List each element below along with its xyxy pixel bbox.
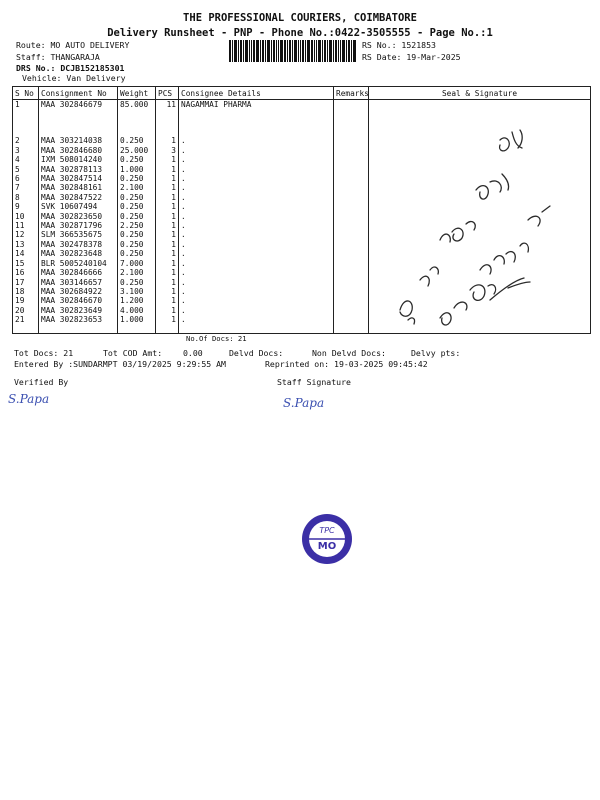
cell-consignment-no: MAA 302478378 xyxy=(39,240,118,249)
cell-consignee: . xyxy=(179,212,334,221)
cell-pcs: 1 xyxy=(156,136,179,145)
cell-sno: 11 xyxy=(13,221,39,230)
non-delivered-docs-label: Non Delvd Docs: xyxy=(312,348,386,358)
cell-sno: 21 xyxy=(13,315,39,333)
reprinted-on: Reprinted on: 19-03-2025 09:45:42 xyxy=(265,359,428,369)
cell-consignee: . xyxy=(179,146,334,155)
cell-weight: 3.100 xyxy=(118,287,156,296)
cell-weight: 4.000 xyxy=(118,306,156,315)
cell-pcs: 1 xyxy=(156,249,179,258)
cell-consignee: NAGAMMAI PHARMA xyxy=(179,100,334,137)
cell-consignment-no: MAA 302871796 xyxy=(39,221,118,230)
col-header-consignment: Consignment No xyxy=(39,87,118,100)
cell-sno: 12 xyxy=(13,230,39,239)
cell-consignment-no: MAA 303214038 xyxy=(39,136,118,145)
cell-consignee: . xyxy=(179,183,334,192)
cell-weight: 85.000 xyxy=(118,100,156,137)
cell-consignment-no: MAA 302878113 xyxy=(39,165,118,174)
cell-weight: 0.250 xyxy=(118,212,156,221)
cell-consignment-no: SVK 10607494 xyxy=(39,202,118,211)
col-header-consignee: Consignee Details xyxy=(179,87,334,100)
table-header-row xyxy=(13,87,591,100)
col-header-weight: Weight xyxy=(118,87,156,100)
cell-consignee: . xyxy=(179,296,334,305)
cell-sno: 17 xyxy=(13,278,39,287)
barcode-image xyxy=(229,40,356,62)
cell-consignee: . xyxy=(179,278,334,287)
entered-by: Entered By :SUNDARMPT 03/19/2025 9:29:55 AM xyxy=(14,359,226,369)
total-cod-label: Tot COD Amt: xyxy=(103,348,163,358)
cell-consignee: . xyxy=(179,202,334,211)
cell-pcs: 1 xyxy=(156,287,179,296)
cell-weight: 1.000 xyxy=(118,315,156,333)
col-header-seal: Seal & Signature xyxy=(369,87,591,100)
cell-pcs: 1 xyxy=(156,212,179,221)
cell-sno: 19 xyxy=(13,296,39,305)
cell-consignment-no: MAA 302846666 xyxy=(39,268,118,277)
cell-consignment-no: IXM 508014240 xyxy=(39,155,118,164)
cell-sno: 8 xyxy=(13,193,39,202)
cell-consignment-no: MAA 302684922 xyxy=(39,287,118,296)
rs-number: RS No.: 1521853 xyxy=(362,40,436,50)
cell-consignment-no: MAA 302846679 xyxy=(39,100,118,137)
cell-weight: 0.250 xyxy=(118,230,156,239)
cell-pcs: 3 xyxy=(156,146,179,155)
delivered-docs-label: Delvd Docs: xyxy=(229,348,284,358)
cell-remarks xyxy=(334,259,369,268)
cell-consignee: . xyxy=(179,259,334,268)
cell-consignment-no: MAA 302823653 xyxy=(39,315,118,333)
cell-pcs: 1 xyxy=(156,155,179,164)
cell-remarks xyxy=(334,183,369,192)
cell-pcs: 1 xyxy=(156,296,179,305)
staff-signature-label: Staff Signature xyxy=(277,377,351,387)
cell-pcs: 1 xyxy=(156,278,179,287)
cell-consignee: . xyxy=(179,221,334,230)
cell-consignment-no: MAA 302823649 xyxy=(39,306,118,315)
cell-weight: 2.100 xyxy=(118,268,156,277)
cell-weight: 1.200 xyxy=(118,296,156,305)
cell-sno: 9 xyxy=(13,202,39,211)
handwritten-signature-large xyxy=(380,120,580,350)
verified-signature: S.Papa xyxy=(8,392,50,406)
runsheet-title: Delivery Runsheet - PNP - Phone No.:0422-3505555 - Page No.:1 xyxy=(107,27,493,39)
cell-remarks xyxy=(334,278,369,287)
route-label: Route: MO AUTO DELIVERY xyxy=(16,40,130,50)
cell-remarks xyxy=(334,146,369,155)
cell-remarks xyxy=(334,240,369,249)
cell-sno: 16 xyxy=(13,268,39,277)
verified-by-label: Verified By xyxy=(14,377,69,387)
cell-sno: 1 xyxy=(13,100,39,137)
cell-remarks xyxy=(334,202,369,211)
cell-remarks xyxy=(334,315,369,333)
cell-weight: 0.250 xyxy=(118,174,156,183)
no-of-docs: No.Of Docs: 21 xyxy=(186,334,247,343)
cell-remarks xyxy=(334,249,369,258)
delivery-points-label: Delvy pts: xyxy=(411,348,461,358)
cell-sno: 20 xyxy=(13,306,39,315)
cell-weight: 0.250 xyxy=(118,136,156,145)
cell-consignee: . xyxy=(179,268,334,277)
cell-consignee: . xyxy=(179,193,334,202)
cell-sno: 5 xyxy=(13,165,39,174)
staff-signature: S.Papa xyxy=(283,396,325,410)
cell-weight: 0.250 xyxy=(118,278,156,287)
cell-pcs: 1 xyxy=(156,315,179,333)
cell-pcs: 1 xyxy=(156,202,179,211)
cell-weight: 0.250 xyxy=(118,249,156,258)
cell-pcs: 11 xyxy=(156,100,179,137)
cell-remarks xyxy=(334,230,369,239)
cell-consignment-no: MAA 302847522 xyxy=(39,193,118,202)
cell-consignee: . xyxy=(179,249,334,258)
cell-weight: 2.250 xyxy=(118,221,156,230)
rs-date: RS Date: 19-Mar-2025 xyxy=(362,52,461,62)
cell-remarks xyxy=(334,296,369,305)
cell-consignment-no: MAA 302846680 xyxy=(39,146,118,155)
total-docs: Tot Docs: 21 xyxy=(14,348,74,358)
cell-remarks xyxy=(334,165,369,174)
company-title: THE PROFESSIONAL COURIERS, COIMBATORE xyxy=(183,12,417,24)
cell-remarks xyxy=(334,221,369,230)
cell-pcs: 1 xyxy=(156,183,179,192)
cell-consignee: . xyxy=(179,306,334,315)
cell-consignment-no: MAA 302848161 xyxy=(39,183,118,192)
cell-weight: 7.000 xyxy=(118,259,156,268)
cell-consignment-no: MAA 302823648 xyxy=(39,249,118,258)
office-stamp xyxy=(300,512,354,566)
cell-consignee: . xyxy=(179,230,334,239)
cell-consignment-no: MAA 302823650 xyxy=(39,212,118,221)
cell-weight: 0.250 xyxy=(118,193,156,202)
cell-remarks xyxy=(334,100,369,137)
cell-consignee: . xyxy=(179,315,334,333)
cell-sno: 6 xyxy=(13,174,39,183)
cell-remarks xyxy=(334,306,369,315)
cell-consignee: . xyxy=(179,174,334,183)
cell-pcs: 1 xyxy=(156,240,179,249)
cell-sno: 3 xyxy=(13,146,39,155)
cell-pcs: 1 xyxy=(156,230,179,239)
col-header-remarks: Remarks xyxy=(334,87,369,100)
cell-sno: 14 xyxy=(13,249,39,258)
cell-consignee: . xyxy=(179,136,334,145)
cell-weight: 1.000 xyxy=(118,165,156,174)
cell-consignee: . xyxy=(179,155,334,164)
cell-pcs: 1 xyxy=(156,193,179,202)
stamp-bottom-text: MO xyxy=(317,541,337,552)
total-cod-value: 0.00 xyxy=(183,348,203,358)
cell-pcs: 1 xyxy=(156,268,179,277)
cell-consignment-no: SLM 366535675 xyxy=(39,230,118,239)
cell-weight: 0.250 xyxy=(118,155,156,164)
cell-pcs: 1 xyxy=(156,165,179,174)
cell-consignee: . xyxy=(179,287,334,296)
cell-sno: 2 xyxy=(13,136,39,145)
cell-remarks xyxy=(334,212,369,221)
cell-weight: 25.000 xyxy=(118,146,156,155)
cell-consignee: . xyxy=(179,165,334,174)
cell-weight: 0.250 xyxy=(118,202,156,211)
cell-remarks xyxy=(334,174,369,183)
vehicle-label: Vehicle: Van Delivery xyxy=(22,73,126,83)
cell-sno: 13 xyxy=(13,240,39,249)
stamp-top-text: TPC xyxy=(319,526,335,535)
cell-pcs: 1 xyxy=(156,259,179,268)
cell-remarks xyxy=(334,268,369,277)
cell-remarks xyxy=(334,287,369,296)
cell-sno: 4 xyxy=(13,155,39,164)
drs-label: DRS No.: DCJB152185301 xyxy=(16,63,125,73)
col-header-sno: S No xyxy=(13,87,39,100)
cell-consignment-no: MAA 303146657 xyxy=(39,278,118,287)
cell-remarks xyxy=(334,193,369,202)
cell-sno: 18 xyxy=(13,287,39,296)
staff-label: Staff: THANGARAJA xyxy=(16,52,100,62)
cell-sno: 15 xyxy=(13,259,39,268)
cell-remarks xyxy=(334,136,369,145)
cell-consignee: . xyxy=(179,240,334,249)
cell-remarks xyxy=(334,155,369,164)
cell-weight: 0.250 xyxy=(118,240,156,249)
cell-sno: 10 xyxy=(13,212,39,221)
cell-consignment-no: MAA 302846670 xyxy=(39,296,118,305)
col-header-pcs: PCS xyxy=(156,87,179,100)
cell-pcs: 1 xyxy=(156,221,179,230)
cell-consignment-no: BLR 5005240104 xyxy=(39,259,118,268)
cell-pcs: 1 xyxy=(156,174,179,183)
cell-consignment-no: MAA 302847514 xyxy=(39,174,118,183)
cell-pcs: 1 xyxy=(156,306,179,315)
cell-sno: 7 xyxy=(13,183,39,192)
cell-weight: 2.100 xyxy=(118,183,156,192)
